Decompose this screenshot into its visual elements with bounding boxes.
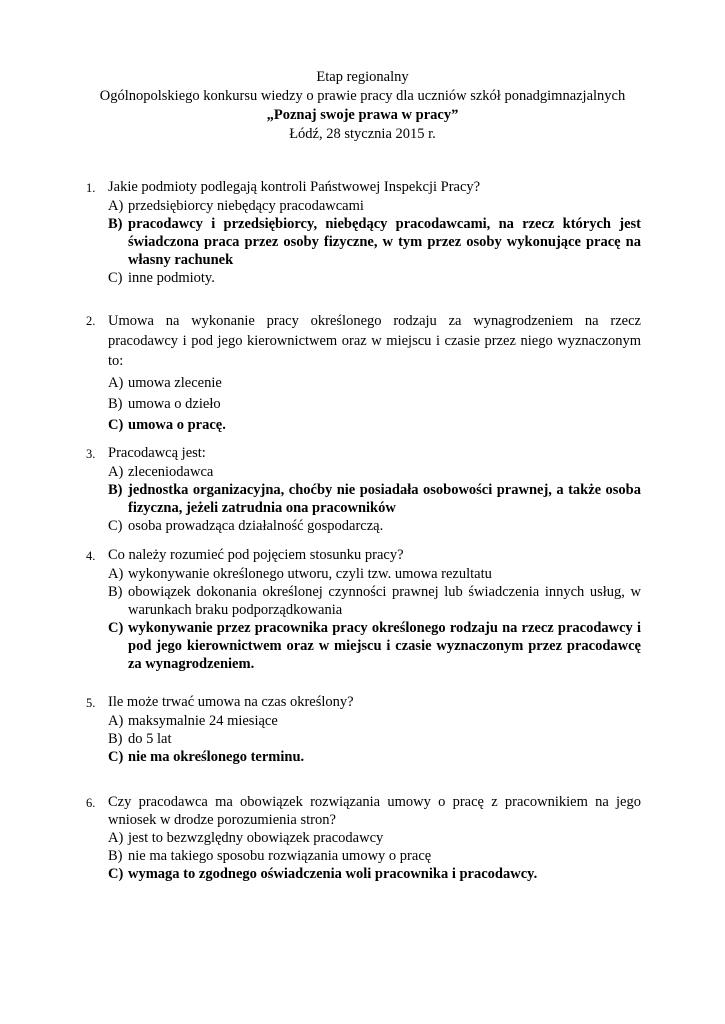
answer-text: obowiązek dokonania określonej czynności prawnej lub świadczenia innych usług, w warunkach braku podporządkowania bbox=[128, 584, 641, 618]
answer-list bbox=[108, 712, 641, 766]
question-text: Czy pracodawca ma obowiązek rozwiązania umowy o pracę z pracownikiem na jego wniosek w drodze porozumienia stron? bbox=[108, 794, 641, 828]
question-number: 2. bbox=[86, 314, 96, 328]
answer-letter: C) bbox=[108, 620, 124, 636]
answer-a bbox=[108, 565, 641, 583]
answer-letter: A) bbox=[108, 830, 124, 846]
answer-text: wymaga to zgodnego oświadczenia woli pracownika i pracodawcy. bbox=[128, 866, 538, 882]
answer-b bbox=[108, 395, 641, 413]
answer-letter: C) bbox=[108, 866, 124, 882]
answer-list bbox=[108, 829, 641, 883]
answer-letter: A) bbox=[108, 464, 124, 480]
answer-letter: B) bbox=[108, 584, 123, 600]
answer-text: nie ma określonego terminu. bbox=[128, 749, 305, 765]
answer-text: umowa zlecenie bbox=[128, 375, 222, 391]
answer-text: wykonywanie przez pracownika pracy określonego rodzaju na rzecz pracodawcy i pod jego kierownictwem oraz w miejscu i czasie wyznaczonym przez pracodawcę za wynagrodzeniem. bbox=[128, 620, 641, 672]
answer-c-correct bbox=[108, 748, 641, 766]
question-number: 3. bbox=[86, 447, 96, 461]
answer-b bbox=[108, 730, 641, 748]
answer-letter: C) bbox=[108, 749, 124, 765]
answer-letter: B) bbox=[108, 216, 123, 232]
question-number: 6. bbox=[86, 796, 96, 810]
answer-a bbox=[108, 374, 641, 392]
answer-list bbox=[108, 197, 641, 287]
place-date: Łódź, 28 stycznia 2015 r. bbox=[289, 126, 436, 142]
answer-letter: A) bbox=[108, 566, 124, 582]
answer-text: pracodawcy i przedsiębiorcy, niebędący pracodawcami, na rzecz których jest świadczona praca przez osoby fizyczne, w tym przez osoby wykonujące pracę na własny rachunek bbox=[128, 216, 641, 268]
question-2 bbox=[86, 311, 641, 434]
question-4 bbox=[86, 546, 641, 673]
question-6 bbox=[86, 793, 641, 883]
answer-letter: B) bbox=[108, 396, 123, 412]
answer-a bbox=[108, 463, 641, 481]
answer-c-correct bbox=[108, 416, 641, 434]
answer-text: wykonywanie określonego utworu, czyli tzw. umowa rezultatu bbox=[128, 566, 492, 582]
answer-c-correct bbox=[108, 619, 641, 673]
answer-a bbox=[108, 712, 641, 730]
answer-letter: A) bbox=[108, 375, 124, 391]
answer-c bbox=[108, 269, 641, 287]
question-3 bbox=[86, 444, 641, 535]
answer-text: osoba prowadząca działalność gospodarczą. bbox=[128, 518, 384, 534]
answer-letter: B) bbox=[108, 482, 123, 498]
answer-text: nie ma takiego sposobu rozwiązania umowy o pracę bbox=[128, 848, 432, 864]
answer-list bbox=[108, 374, 641, 434]
answer-text: zleceniodawca bbox=[128, 464, 214, 480]
answer-letter: C) bbox=[108, 518, 123, 534]
question-1 bbox=[86, 178, 641, 287]
answer-b-correct bbox=[108, 481, 641, 517]
answer-text: jest to bezwzględny obowiązek pracodawcy bbox=[128, 830, 384, 846]
answer-letter: B) bbox=[108, 848, 123, 864]
answer-c bbox=[108, 517, 641, 535]
answer-letter: B) bbox=[108, 731, 123, 747]
answer-text: przedsiębiorcy niebędący pracodawcami bbox=[128, 198, 364, 214]
answer-text: inne podmioty. bbox=[128, 270, 215, 286]
answer-c-correct bbox=[108, 865, 641, 883]
answer-text: umowa o dzieło bbox=[128, 396, 221, 412]
contest-title: Ogólnopolskiego konkursu wiedzy o prawie pracy dla uczniów szkół ponadgimnazjalnych bbox=[99, 88, 626, 104]
answer-b bbox=[108, 583, 641, 619]
question-text: Umowa na wykonanie pracy określonego rodzaju za wynagrodzeniem na rzecz pracodawcy i pod jego kierownictwem oraz w miejscu i czasie przez niego wyznaczonym to: bbox=[108, 313, 641, 369]
answer-a bbox=[108, 829, 641, 847]
question-number: 5. bbox=[86, 696, 96, 710]
answer-letter: C) bbox=[108, 417, 124, 433]
answer-b-correct bbox=[108, 215, 641, 269]
answer-text: do 5 lat bbox=[128, 731, 172, 747]
answer-letter: C) bbox=[108, 270, 123, 286]
stage-title: Etap regionalny bbox=[316, 69, 409, 85]
question-5 bbox=[86, 693, 641, 766]
question-number: 4. bbox=[86, 549, 96, 563]
answer-letter: A) bbox=[108, 713, 124, 729]
answer-text: maksymalnie 24 miesiące bbox=[128, 713, 278, 729]
answer-a bbox=[108, 197, 641, 215]
answer-list bbox=[108, 565, 641, 673]
answer-text: umowa o pracę. bbox=[128, 417, 226, 433]
question-text: Ile może trwać umowa na czas określony? bbox=[108, 694, 354, 710]
question-number: 1. bbox=[86, 181, 96, 195]
answer-text: jednostka organizacyjna, choćby nie posiadała osobowości prawnej, a także osoba fizyczna, jeżeli zatrudnia ona pracowników bbox=[128, 482, 641, 516]
document-header bbox=[0, 68, 725, 144]
answer-letter: A) bbox=[108, 198, 124, 214]
question-text: Pracodawcą jest: bbox=[108, 445, 206, 461]
question-text: Co należy rozumieć pod pojęciem stosunku pracy? bbox=[108, 547, 404, 563]
contest-motto: „Poznaj swoje prawa w pracy” bbox=[266, 107, 459, 123]
answer-list bbox=[108, 463, 641, 535]
question-text: Jakie podmioty podlegają kontroli Państwowej Inspekcji Pracy? bbox=[108, 179, 481, 195]
answer-b bbox=[108, 847, 641, 865]
